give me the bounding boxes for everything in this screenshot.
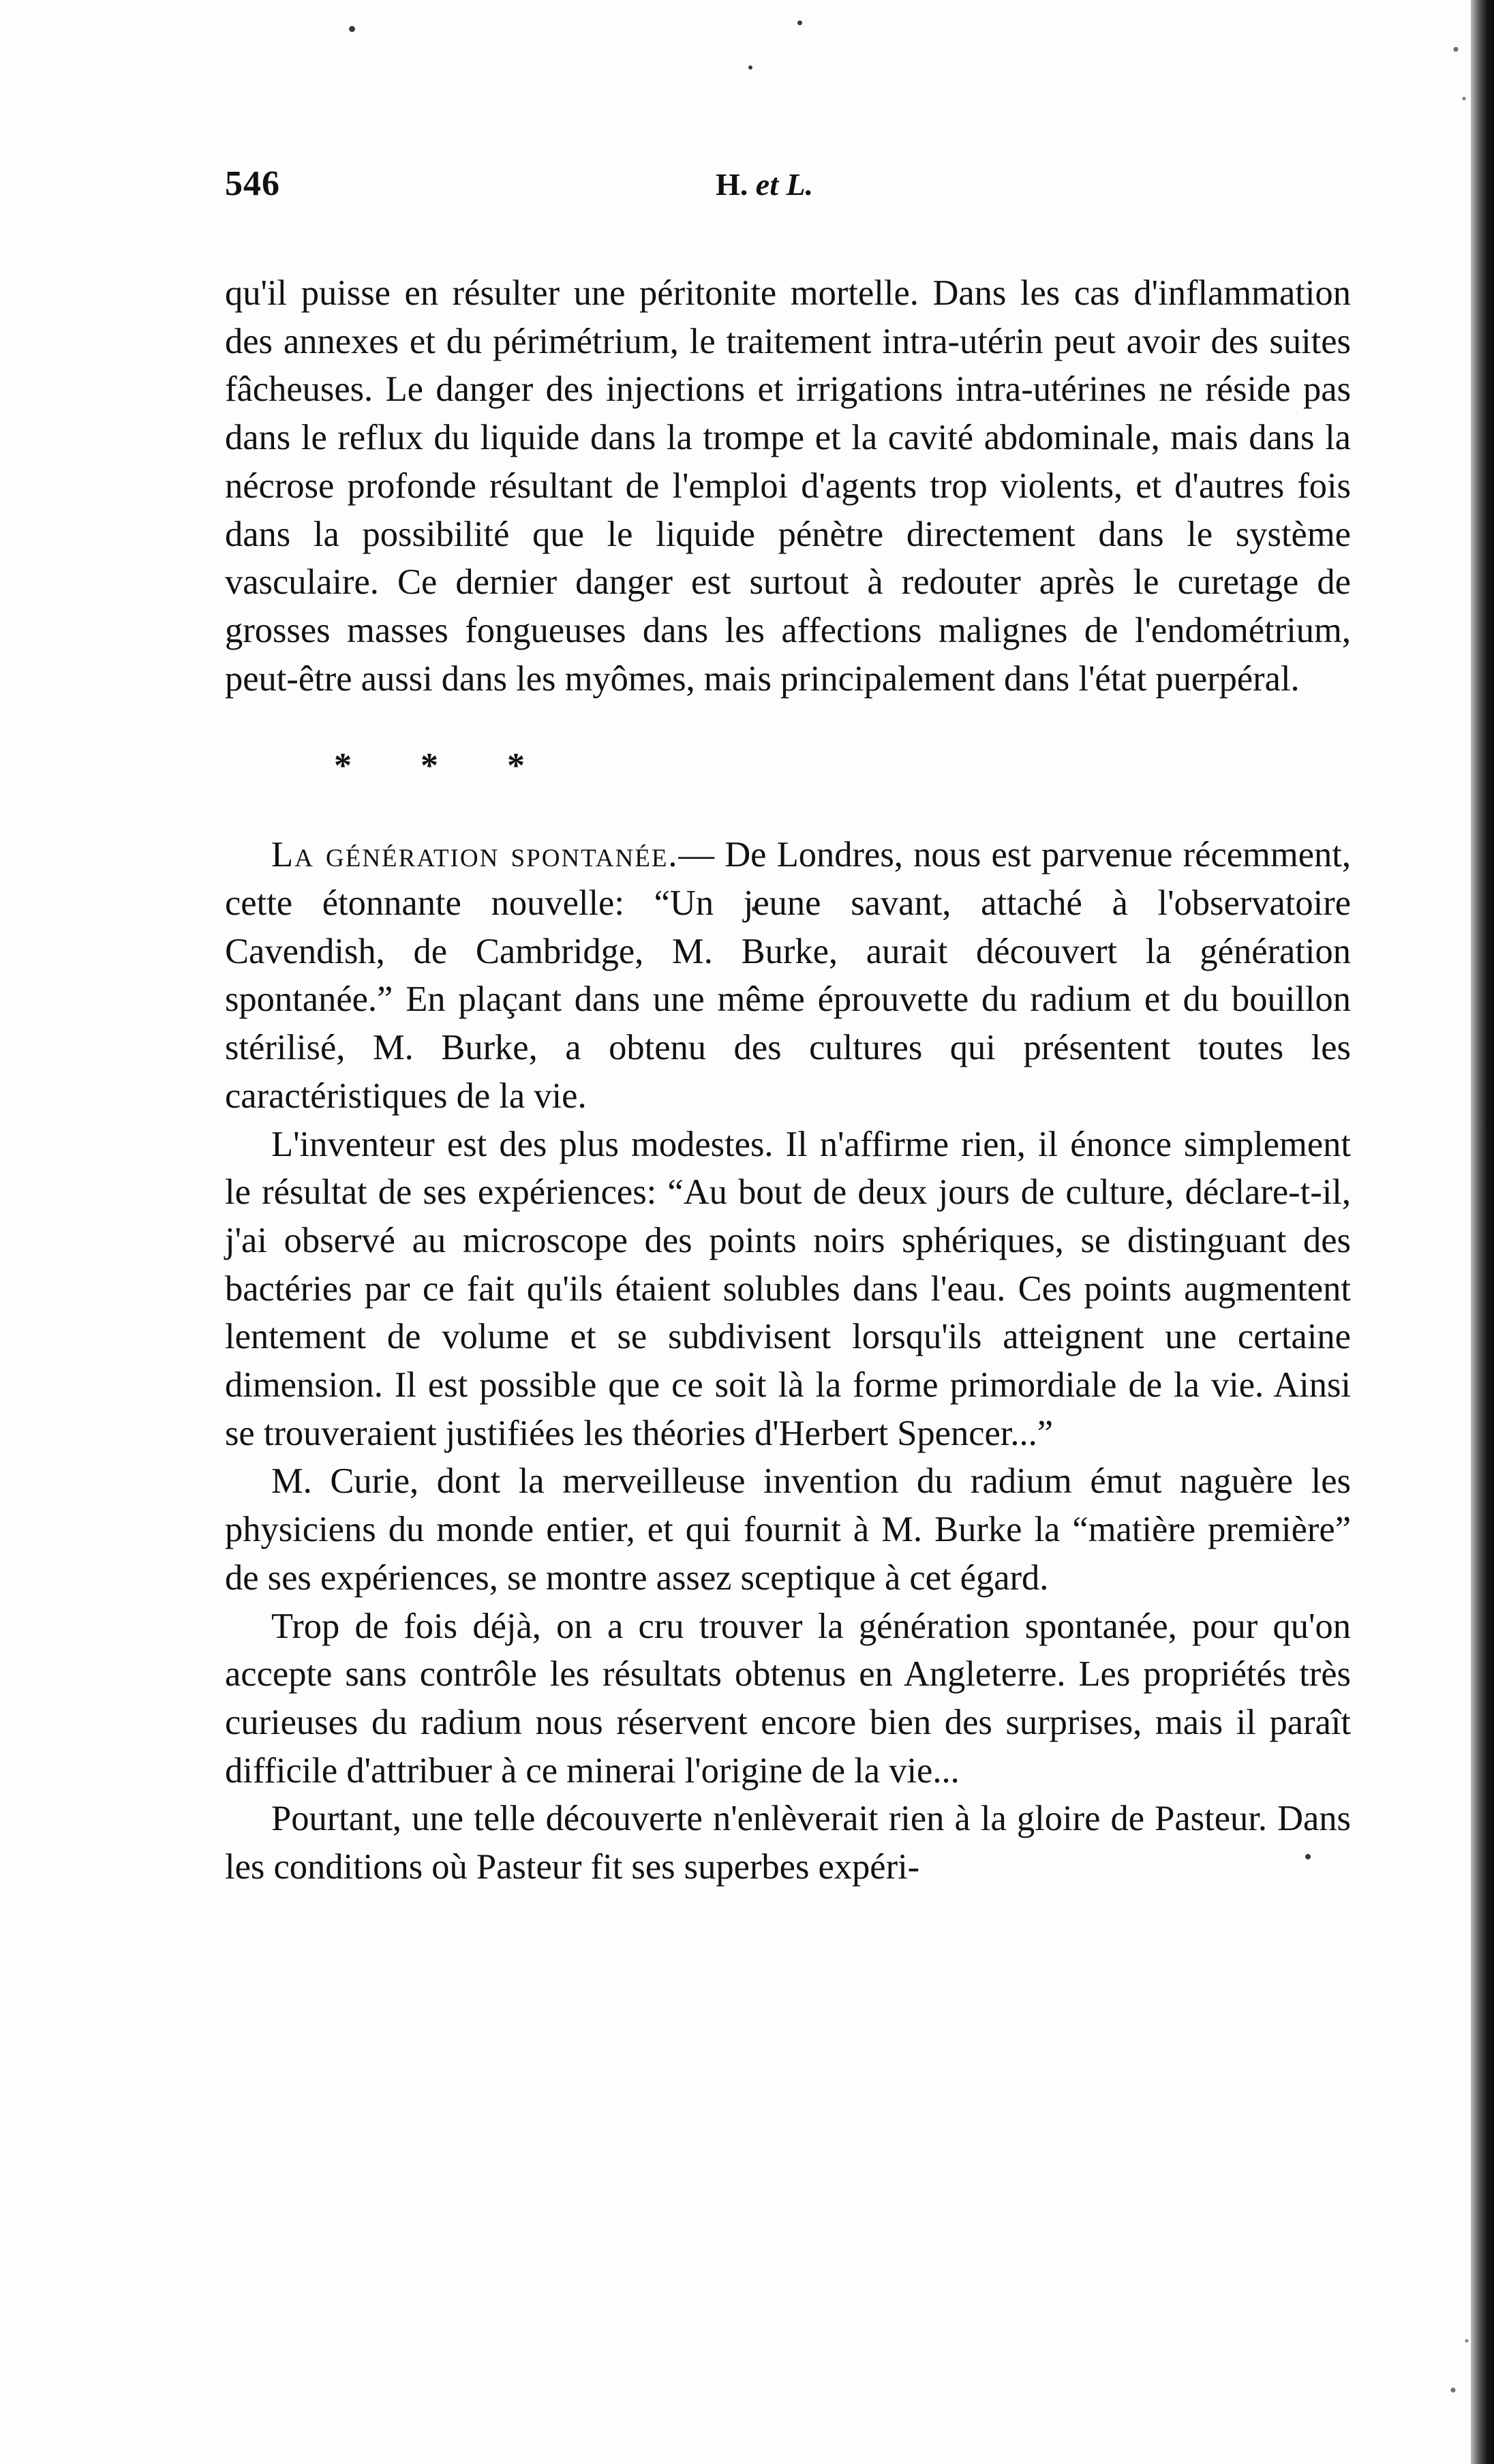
running-head-author-h: H. bbox=[716, 167, 748, 202]
paragraph-continues: Pourtant, une telle découverte n'enlèverait rien à la gloire de Pasteur. Dans les conditions où Pasteur fit ses superbes expéri- bbox=[225, 1799, 1351, 1887]
section-separator: * * * bbox=[334, 746, 555, 786]
scan-speck bbox=[748, 65, 752, 70]
scan-speck bbox=[797, 20, 802, 25]
page-body bbox=[225, 269, 1351, 1891]
paragraph-section-start bbox=[225, 831, 1351, 1120]
page-header bbox=[225, 164, 1384, 211]
section-title: La génération spontanée. bbox=[271, 835, 679, 875]
running-head-author-l: L. bbox=[786, 167, 814, 202]
paragraph: Trop de fois déjà, on a cru trouver la génération spontanée, pour qu'on accepte sans contrôle les résultats obtenus en Angleterre. Les propriétés très curieuses du radium nous réservent encore bien des surprises, mais il paraît difficile d'attribuer à ce minerai l'origine de la vie... bbox=[225, 1606, 1351, 1791]
paragraph-continuation: qu'il puisse en résulter une péritonite mortelle. Dans les cas d'inflammation des annexes et du périmétrium, le traitement intra-utérin peut avoir des suites fâcheuses. Le danger des injections et irrigations intra-utérines ne réside pas dans le reflux du liquide dans la trompe et la cavité abdominale, mais dans la nécrose profonde résultant de l'emploi d'agents trop violents, et d'autres fois dans la possibilité que le liquide pénètre directement dans le système vasculaire. Ce dernier danger est surtout à redouter après le curetage de grosses masses fongueuses dans les affections malignes de l'endométrium, peut-être aussi dans les myômes, mais principalement dans l'état puerpéral. bbox=[225, 273, 1351, 699]
scan-noise bbox=[1448, 0, 1475, 2464]
page-number: 546 bbox=[225, 164, 280, 203]
scan-speck bbox=[349, 26, 355, 32]
paragraph-text: — De Londres, nous est parvenue récemment, cette étonnante nouvelle: “Un jeune savant, attaché à l'observatoire Cavendish, de Cambridge, M. Burke, aurait découvert la génération spontanée.” En plaçant dans une même éprouvette du radium et du bouillon stérilisé, M. Burke, a obtenu des cultures qui présentent toutes les caractéristiques de la vie. bbox=[225, 835, 1351, 1116]
running-head bbox=[716, 166, 813, 202]
paragraph: M. Curie, dont la merveilleuse invention du radium émut naguère les physiciens du monde entier, et qui fournit à M. Burke la “matière première” de ses expériences, se montre assez sceptique à cet égard. bbox=[225, 1461, 1351, 1598]
running-head-et: et bbox=[755, 167, 778, 202]
paragraph: L'inventeur est des plus modestes. Il n'affirme rien, il énonce simplement le résultat de ses expériences: “Au bout de deux jours de culture, déclare-t-il, j'ai observé au microscope des points noirs sphériques, se distinguant des bactéries par ce fait qu'ils étaient solubles dans l'eau. Ces points augmentent lentement de volume et se subdivisent lorsqu'ils atteignent une certaine dimension. Il est possible que ce soit là la forme primordiale de la vie. Ainsi se trouveraient justifiées les théories d'Herbert Spencer...” bbox=[225, 1124, 1351, 1453]
